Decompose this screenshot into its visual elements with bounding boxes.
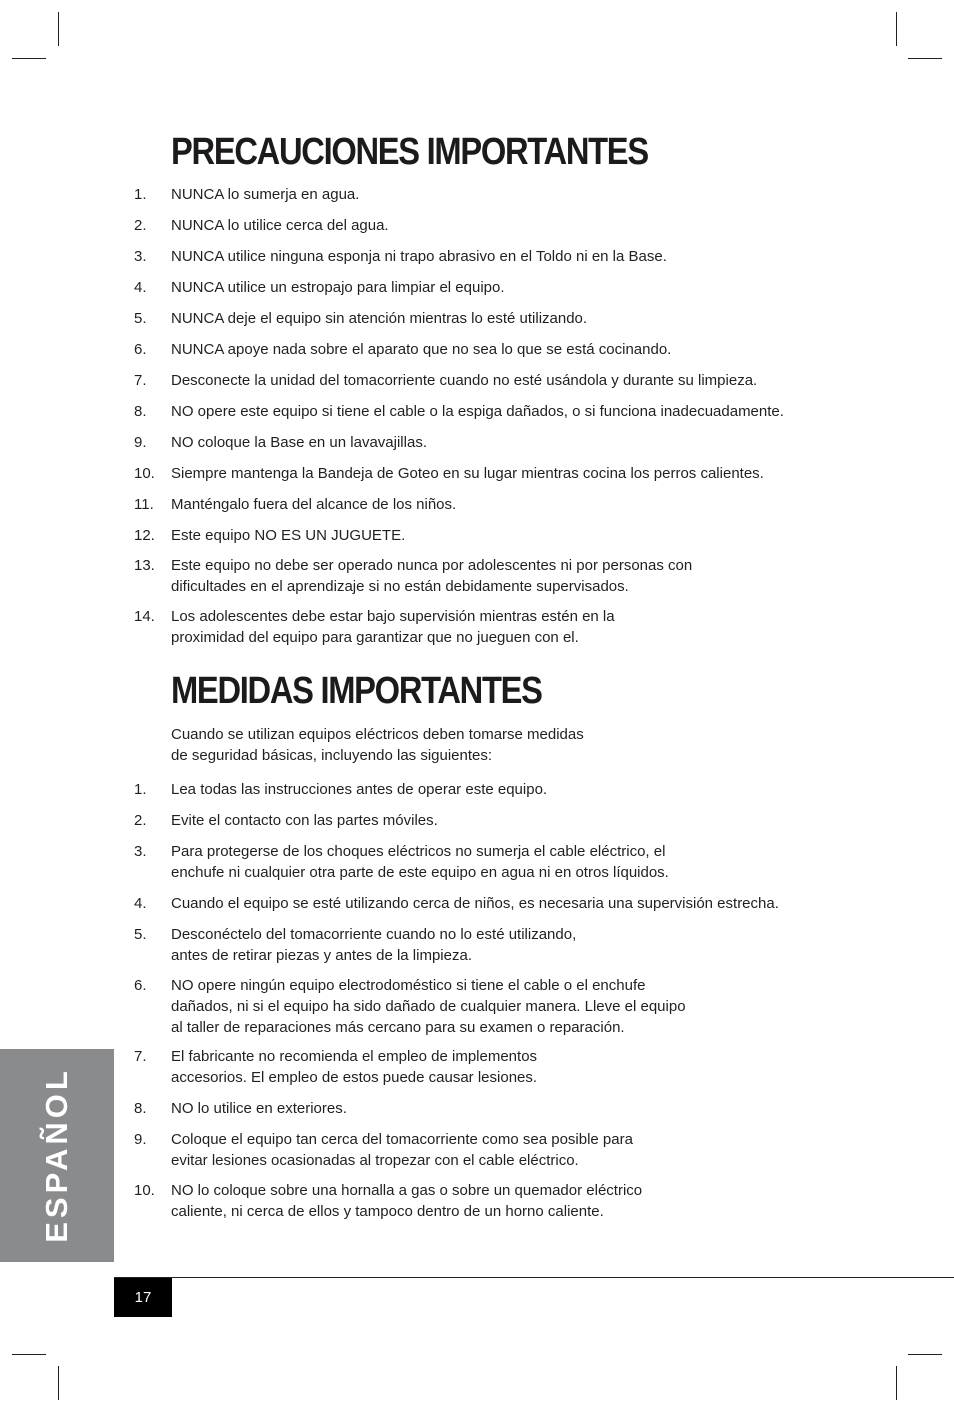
list-item-number: 9.: [134, 434, 147, 451]
list-item-number: 2.: [134, 812, 147, 829]
footer-rule: [114, 1277, 954, 1278]
list-item-number: 7.: [134, 372, 147, 389]
list-item-text: NO coloque la Base en un lavavajillas.: [171, 434, 427, 451]
crop-mark: [58, 12, 59, 46]
crop-mark: [908, 1354, 942, 1355]
measures-intro: Cuando se utilizan equipos eléctricos deben tomarse medidas de seguridad básicas, incluyendo las siguientes:: [171, 726, 584, 764]
list-item-text: NO lo coloque sobre una hornalla a gas o sobre un quemador eléctrico caliente, ni cerca de ellos y tampoco dentro de un horno caliente.: [171, 1182, 643, 1220]
list-item-number: 13.: [134, 557, 155, 574]
precautions-title: PRECAUCIONES IMPORTANTES: [171, 131, 648, 173]
list-item-text: Desconecte la unidad del tomacorriente cuando no esté usándola y durante su limpieza.: [171, 372, 758, 389]
list-item-number: 4.: [134, 895, 147, 912]
list-item-number: 3.: [134, 843, 147, 860]
list-item-number: 5.: [134, 926, 147, 943]
list-item-number: 3.: [134, 248, 147, 265]
list-item-text: Este equipo no debe ser operado nunca por adolescentes ni por personas con dificultades en el aprendizaje si no están debidamente supervisados.: [171, 557, 693, 595]
list-item-number: 14.: [134, 608, 155, 625]
language-tab: [0, 1049, 114, 1262]
page-number: 17: [114, 1278, 172, 1317]
list-item-number: 7.: [134, 1048, 147, 1065]
crop-mark: [896, 12, 897, 46]
list-item-text: NO opere este equipo si tiene el cable o la espiga dañados, o si funciona inadecuadamente.: [171, 403, 784, 420]
list-item-number: 1.: [134, 186, 147, 203]
list-item-number: 5.: [134, 310, 147, 327]
list-item-text: Para protegerse de los choques eléctricos no sumerja el cable eléctrico, el enchufe ni cualquier otra parte de este equipo en agua ni en otros líquidos.: [171, 843, 669, 881]
list-item-text: Siempre mantenga la Bandeja de Goteo en su lugar mientras cocina los perros calientes.: [171, 465, 764, 482]
crop-mark: [908, 58, 942, 59]
list-item-text: NUNCA utilice ninguna esponja ni trapo abrasivo en el Toldo ni en la Base.: [171, 248, 667, 265]
list-item-number: 12.: [134, 527, 155, 544]
list-item-text: Este equipo NO ES UN JUGUETE.: [171, 527, 406, 544]
list-item-text: NUNCA deje el equipo sin atención mientras lo esté utilizando.: [171, 310, 588, 327]
measures-title: MEDIDAS IMPORTANTES: [171, 670, 542, 712]
list-item-number: 11.: [134, 496, 154, 513]
list-item-text: Desconéctelo del tomacorriente cuando no lo esté utilizando, antes de retirar piezas y antes de la limpieza.: [171, 926, 577, 964]
list-item-number: 6.: [134, 977, 147, 994]
crop-mark: [896, 1366, 897, 1400]
list-item-text: Evite el contacto con las partes móviles.: [171, 812, 438, 829]
list-item-text: NUNCA lo utilice cerca del agua.: [171, 217, 389, 234]
list-item-number: 1.: [134, 781, 147, 798]
list-item-text: NUNCA lo sumerja en agua.: [171, 186, 360, 203]
crop-mark: [12, 1354, 46, 1355]
list-item-text: Lea todas las instrucciones antes de operar este equipo.: [171, 781, 548, 798]
list-item-text: NUNCA utilice un estropajo para limpiar el equipo.: [171, 279, 505, 296]
list-item-text: Manténgalo fuera del alcance de los niños.: [171, 496, 457, 513]
list-item-text: NO lo utilice en exteriores.: [171, 1100, 347, 1117]
list-item-number: 10.: [134, 1182, 155, 1199]
list-item-number: 6.: [134, 341, 147, 358]
list-item-text: NO opere ningún equipo electrodoméstico si tiene el cable o el enchufe dañados, ni si el equipo ha sido dañado de cualquier manera. Lleve el equipo al taller de reparaciones más cercano para su examen o reparación.: [171, 977, 686, 1036]
list-item-text: Coloque el equipo tan cerca del tomacorriente como sea posible para evitar lesiones ocasionadas al tropezar con el cable eléctrico.: [171, 1131, 633, 1169]
list-item-text: Los adolescentes debe estar bajo supervisión mientras estén en la proximidad del equipo para garantizar que no jueguen con el.: [171, 608, 615, 646]
list-item-number: 2.: [134, 217, 147, 234]
list-item-text: Cuando el equipo se esté utilizando cerca de niños, es necesaria una supervisión estrecha.: [171, 895, 779, 912]
list-item-number: 8.: [134, 403, 147, 420]
list-item-text: El fabricante no recomienda el empleo de implementos accesorios. El empleo de estos puede causar lesiones.: [171, 1048, 538, 1086]
language-label: ESPAÑOL: [39, 1067, 74, 1243]
list-item-number: 10.: [134, 465, 155, 482]
list-item-number: 9.: [134, 1131, 147, 1148]
crop-mark: [58, 1366, 59, 1400]
crop-mark: [12, 58, 46, 59]
list-item-number: 4.: [134, 279, 147, 296]
list-item-text: NUNCA apoye nada sobre el aparato que no sea lo que se está cocinando.: [171, 341, 672, 358]
list-item-number: 8.: [134, 1100, 147, 1117]
